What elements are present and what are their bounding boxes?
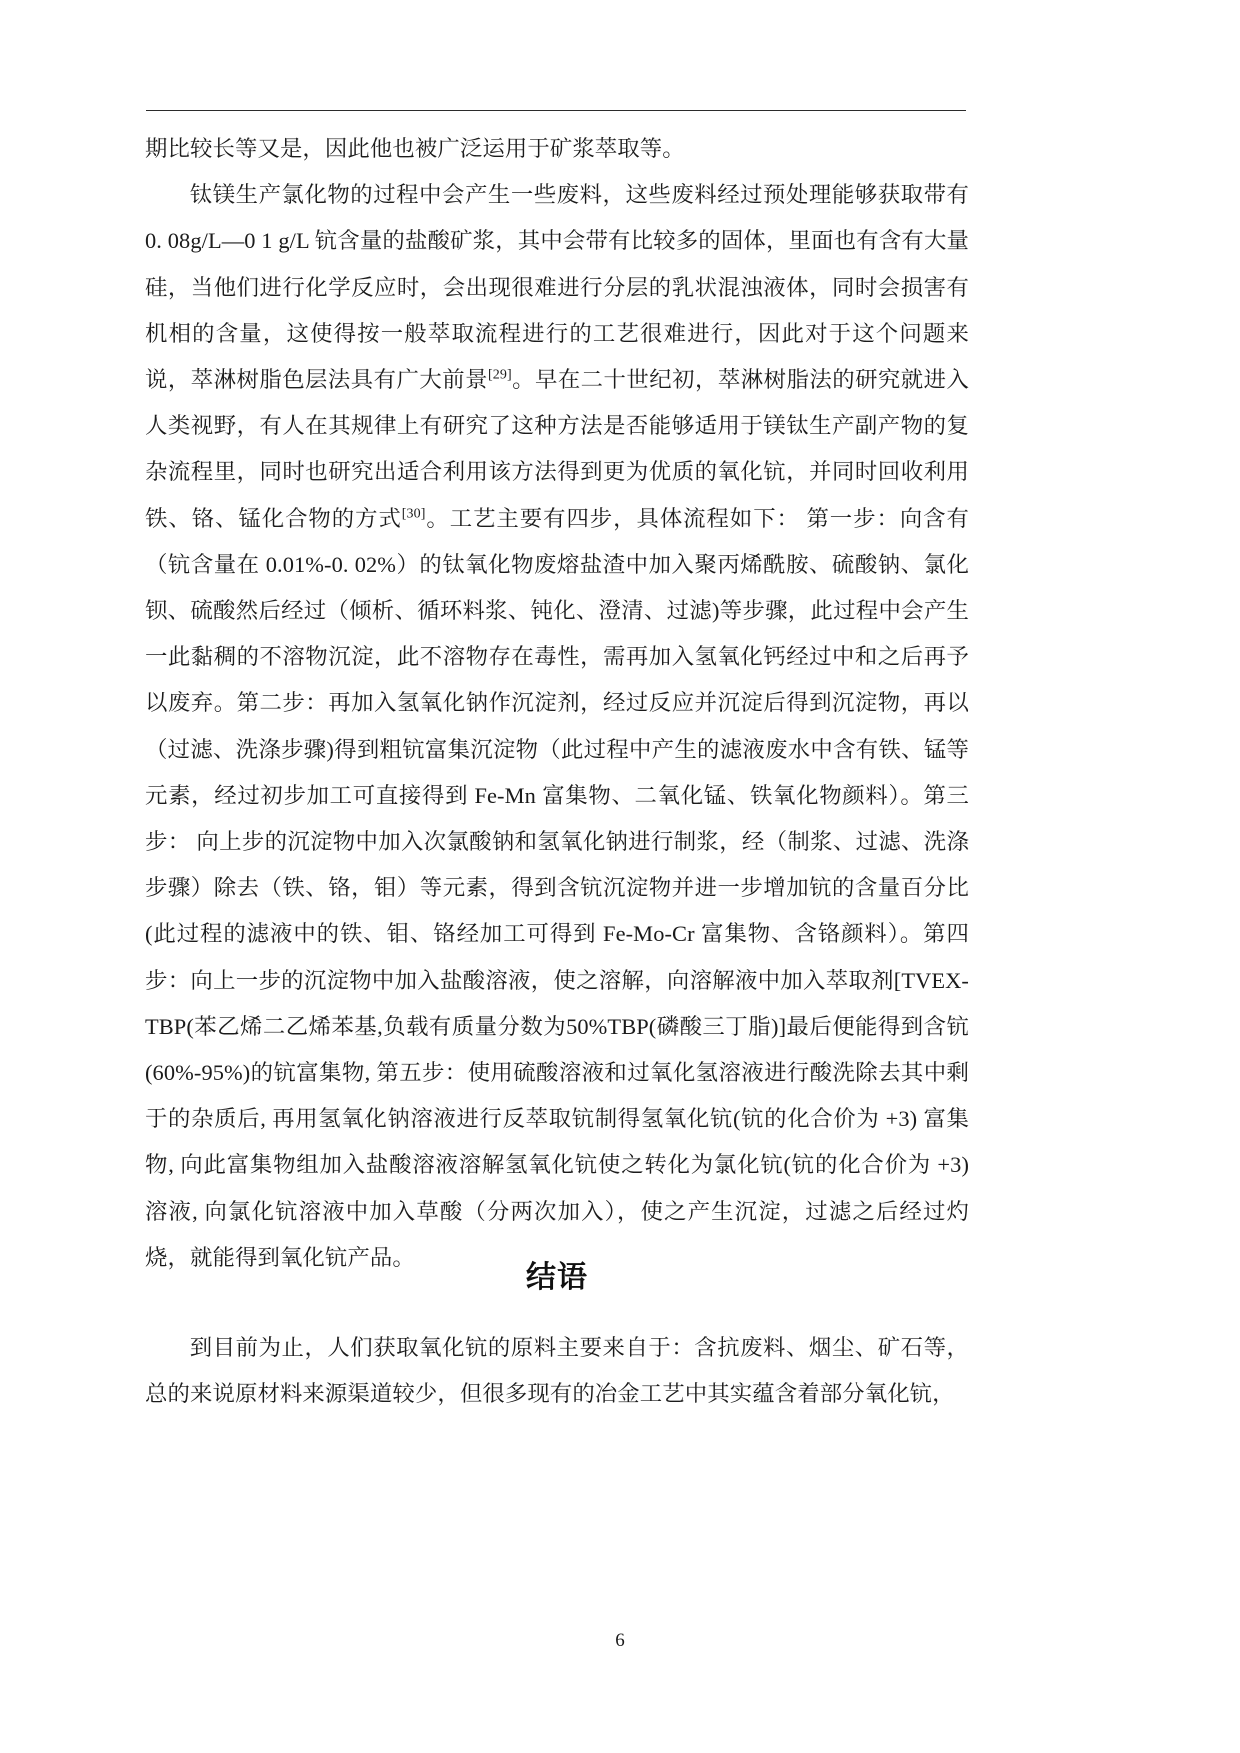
citation-ref-30: [30] <box>401 506 426 522</box>
paragraph-main-segment-2: 。早在二十世纪初，萃淋树脂法的研究就进入人类视野，有人在其规律上有研究了这种方法是否能够适用于镁钛生产副产物的复杂流程里，同时也研究出适合利用该方法得到更为优质的氧化钪，并同时回收利用铁、铬、锰化合物的方式 <box>145 367 970 531</box>
paragraph-continuation: 期比较长等又是，因此他也被广泛运用于矿浆萃取等。 <box>145 136 685 161</box>
section-title-wrapper <box>145 1258 969 1298</box>
section-title-conclusion: 结语 <box>526 1261 588 1294</box>
paragraph-main <box>145 172 969 1281</box>
header-divider-rule <box>146 110 966 111</box>
page-number: 6 <box>615 1630 625 1651</box>
closing-text-block <box>145 1325 969 1417</box>
paragraph-main-segment-1: 钛镁生产氯化物的过程中会产生一些废料，这些废料经过预处理能够获取带有 0. 08g/L—0 1 g/L 钪含量的盐酸矿浆，其中会带有比较多的固体，里面也有含有大量硅，当他们进行化学反应时，会出现很难进行分层的乳状混浊液体，同时会损害有机相的含量，这使得按一般萃取流程进行的工艺很难进行，因此对于这个问题来说，萃淋树脂色层法具有广大前景 <box>145 182 969 393</box>
body-text-block <box>145 126 969 1281</box>
paragraph-main-segment-3: 。工艺主要有四步，具体流程如下： 第一步：向含有（钪含量在 0.01%-0. 02%）的钛氧化物废熔盐渣中加入聚丙烯酰胺、硫酸钠、氯化钡、硫酸然后经过（倾析、循环料浆、钝化、澄清、过滤)等步骤，此过程中会产生一此黏稠的不溶物沉淀，此不溶物存在毒性，需再加入氢氧化钙经过中和之后再予以废弃。第二步：再加入氢氧化钠作沉淀剂，经过反应并沉淀后得到沉淀物，再以（过滤、洗涤步骤)得到粗钪富集沉淀物（此过程中产生的滤液废水中含有铁、锰等元素，经过初步加工可直接得到 Fe-Mn 富集物、二氧化锰、铁氧化物颜料）。第三步： 向上步的沉淀物中加入次氯酸钠和氢氧化钠进行制浆，经（制浆、过滤、洗涤步骤）除去（铁、铬，钼）等元素，得到含钪沉淀物并进一步增加钪的含量百分比(此过程的滤液中的铁、钼、铬经加工可得到 Fe-Mo-Cr 富集物、含铬颜料）。第四步：向上一步的沉淀物中加入盐酸溶液，使之溶解，向溶解液中加入萃取剂[TVEX-TBP(苯乙烯二乙烯苯基,负载有质量分数为50%TBP(磷酸三丁脂)]最后便能得到含钪(60%-95%)的钪富集物, 第五步：使用硫酸溶液和过氧化氢溶液进行酸洗除去其中剩于的杂质后, 再用氢氧化钠溶液进行反萃取钪制得氢氧化钪(钪的化合价为 +3) 富集物, 向此富集物组加入盐酸溶液溶解氢氧化钪使之转化为氯化钪(钪的化合价为 +3) 溶液, 向氯化钪溶液中加入草酸（分两次加入），使之产生沉淀，过滤之后经过灼烧，就能得到氧化钪产品。 <box>145 505 969 1270</box>
citation-ref-29: [29] <box>487 367 512 383</box>
paragraph-conclusion: 到目前为止，人们获取氧化钪的原料主要来自于：含抗废料、烟尘、矿石等，总的来说原材料来源渠道较少，但很多现有的冶金工艺中其实蕴含着部分氧化钪， <box>145 1335 969 1407</box>
